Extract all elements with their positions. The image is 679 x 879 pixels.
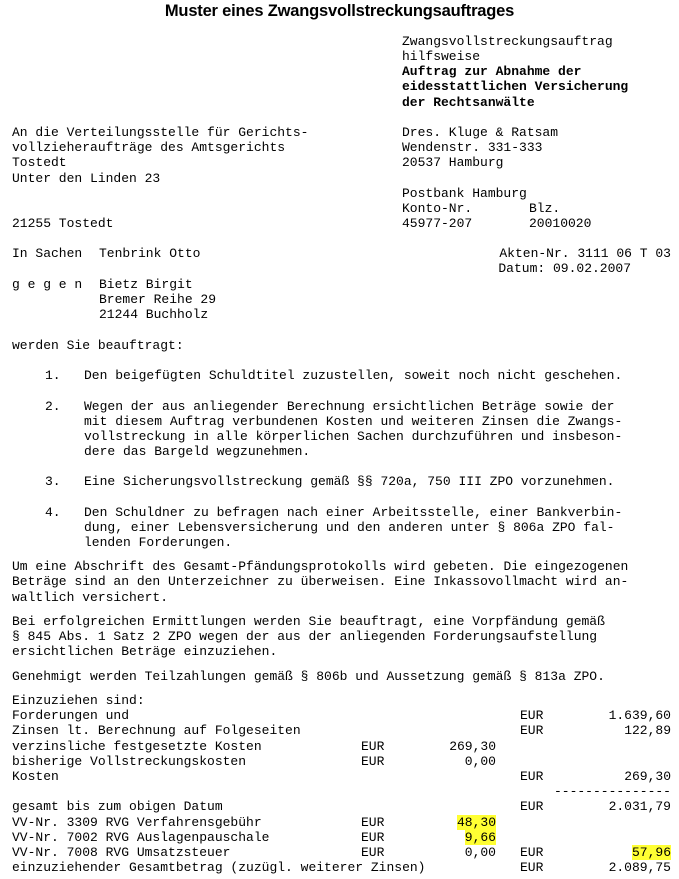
item-number: 4.	[45, 505, 61, 520]
auftrag-title-line3: Auftrag zur Abnahme der	[402, 64, 582, 79]
forderungen-value: 1.639,60	[608, 708, 671, 723]
recipient-city: Tostedt	[12, 155, 67, 170]
akten-nr: Akten-Nr. 3111 06 T 03	[499, 246, 671, 261]
calc-mid-value: 269,30	[449, 739, 496, 754]
in-sachen-label: In Sachen	[12, 246, 83, 261]
item-number: 2.	[45, 399, 61, 414]
sum-separator: ---------------	[553, 784, 671, 799]
auftrag-title-line5: der Rechtsanwälte	[402, 95, 535, 110]
auftrag-title-line1: Zwangsvollstreckungsauftrag	[402, 34, 613, 49]
schuldner-name: Bietz Birgit	[99, 277, 193, 292]
sender-street: Wendenstr. 331-333	[402, 140, 543, 155]
auftrag-title-line2: hilfsweise	[402, 49, 481, 64]
zinsen-value: 122,89	[624, 723, 671, 738]
calc-row-label: bisherige Vollstreckungskosten	[12, 754, 247, 769]
blz-number: 20010020	[529, 216, 592, 231]
recipient-line1: An die Verteilungsstelle für Gerichts-	[12, 125, 309, 140]
calc-heading: Einzuziehen sind:	[12, 693, 145, 708]
calc-currency: EUR	[520, 799, 544, 814]
paragraph-line: Bei erfolgreichen Ermittlungen werden Sie beauftragt, eine Vorpfändung gemäß	[12, 614, 605, 629]
vv7002-value: 9,66	[464, 830, 496, 845]
item-line: vollstreckung in alle körperlichen Sachen durchzuführen und insbeson-	[84, 429, 623, 444]
gegen-label: g e g e n	[12, 277, 83, 292]
calc-currency: EUR	[361, 739, 385, 754]
paragraph-line: § 845 Abs. 1 Satz 2 ZPO wegen der aus der anliegenden Forderungsaufstellung	[12, 629, 598, 644]
item-line: Den Schuldner zu befragen nach einer Arbeitsstelle, einer Bankverbin-	[84, 505, 623, 520]
recipient-street: Unter den Linden 23	[12, 171, 161, 186]
total-label: einzuziehender Gesamtbetrag (zuzügl. weiterer Zinsen)	[12, 860, 426, 875]
vv3309-value: 48,30	[456, 815, 496, 830]
gesamt-label: gesamt bis zum obigen Datum	[12, 799, 223, 814]
calc-row-label: Zinsen lt. Berechnung auf Folgeseiten	[12, 723, 301, 738]
calc-currency: EUR	[520, 723, 544, 738]
paragraph-line: Um eine Abschrift des Gesamt-Pfändungsprotokolls wird gebeten. Die eingezogenen	[12, 559, 629, 574]
item-line: dung, einer Lebensversicherung und den anderen unter § 806a ZPO fal-	[84, 520, 615, 535]
vv3309-label: VV-Nr. 3309 RVG Verfahrensgebühr	[12, 815, 262, 830]
calc-currency: EUR	[520, 860, 544, 875]
paragraph-line: waltlich versichert.	[12, 590, 169, 605]
gesamt-value: 2.031,79	[608, 799, 671, 814]
recipient-line2: vollzieheraufträge des Amtsgerichts	[12, 140, 286, 155]
datum: Datum: 09.02.2007	[498, 261, 631, 276]
document-title: Muster eines Zwangsvollstreckungsauftrages	[164, 2, 515, 20]
calc-currency: EUR	[520, 845, 544, 860]
item-line: Eine Sicherungsvollstreckung gemäß §§ 720a, 750 III ZPO vorzunehmen.	[84, 474, 615, 489]
schuldner-street: Bremer Reihe 29	[99, 292, 217, 307]
calc-row-label: Kosten	[12, 769, 59, 784]
calc-currency: EUR	[520, 769, 544, 784]
paragraph-line: Genehmigt werden Teilzahlungen gemäß § 806b und Aussetzung gemäß § 813a ZPO.	[12, 669, 605, 684]
calc-row-label: Forderungen und	[12, 708, 130, 723]
recipient-zip-city: 21255 Tostedt	[12, 216, 114, 231]
calc-row-label: verzinsliche festgesetzte Kosten	[12, 739, 262, 754]
item-line: lenden Forderungen.	[84, 535, 233, 550]
calc-currency: EUR	[520, 708, 544, 723]
vv7002-label: VV-Nr. 7002 RVG Auslagenpauschale	[12, 830, 270, 845]
sender-name: Dres. Kluge & Ratsam	[402, 125, 559, 140]
konto-label: Konto-Nr.	[402, 201, 473, 216]
calc-currency: EUR	[361, 830, 385, 845]
kosten-value: 269,30	[624, 769, 671, 784]
vv7008-right-value: 57,96	[631, 845, 671, 860]
schuldner-city: 21244 Buchholz	[99, 307, 209, 322]
paragraph-line: ersichtlichen Beträge einzuziehen.	[12, 644, 278, 659]
calc-mid-value: 0,00	[464, 754, 496, 769]
vv7008-label: VV-Nr. 7008 RVG Umsatzsteuer	[12, 845, 231, 860]
calc-currency: EUR	[361, 815, 385, 830]
item-line: Wegen der aus anliegender Berechnung ersichtlichen Beträge sowie der	[84, 399, 615, 414]
item-line: mit diesem Auftrag verbundenen Kosten und weiteren Zinsen die Zwangs-	[84, 414, 623, 429]
konto-number: 45977-207	[402, 216, 473, 231]
auftrag-title-line4: eidesstattlichen Versicherung	[402, 79, 629, 94]
sender-bank: Postbank Hamburg	[402, 186, 527, 201]
item-line: dere das Bargeld wegzunehmen.	[84, 444, 311, 459]
paragraph-line: Beträge sind an den Unterzeichner zu überweisen. Eine Inkassovollmacht wird an-	[12, 574, 629, 589]
calc-currency: EUR	[361, 845, 385, 860]
item-number: 3.	[45, 474, 61, 489]
item-number: 1.	[45, 368, 61, 383]
glaeubiger-name: Tenbrink Otto	[99, 246, 201, 261]
vv7008-mid-value: 0,00	[464, 845, 496, 860]
item-line: Den beigefügten Schuldtitel zuzustellen, soweit noch nicht geschehen.	[84, 368, 623, 383]
blz-label: Blz.	[529, 201, 561, 216]
sender-zip-city: 20537 Hamburg	[402, 155, 504, 170]
intro-text: werden Sie beauftragt:	[12, 338, 184, 353]
calc-currency: EUR	[361, 754, 385, 769]
total-value: 2.089,75	[608, 860, 671, 875]
